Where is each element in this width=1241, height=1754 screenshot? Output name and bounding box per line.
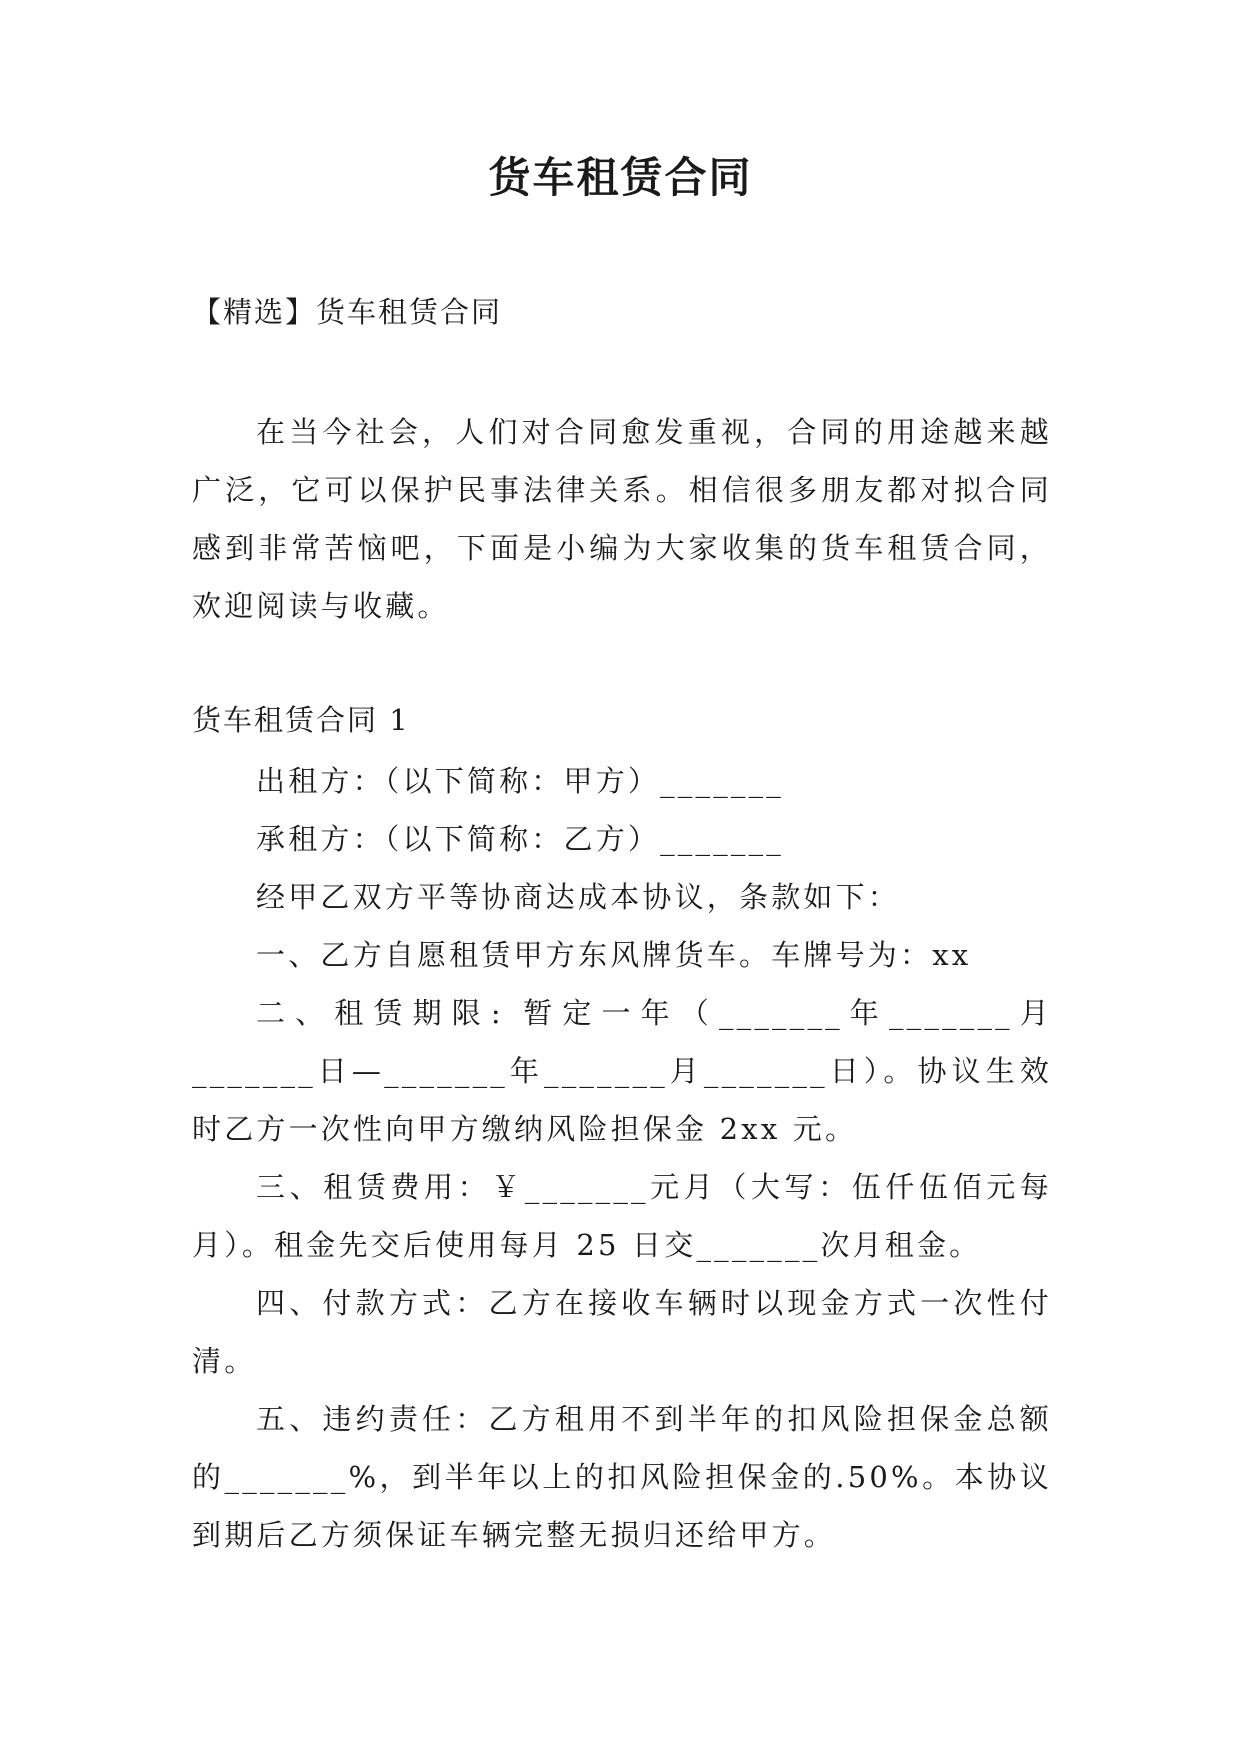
clause-liability: 五、违约责任：乙方租用不到半年的扣风险担保金总额的_______%，到半年以上的扣风险担保金的.50%。本协议到期后乙方须保证车辆完整无损归还给甲方。 (192, 1402, 1052, 1552)
clause-lessee: 承租方：（以下简称：乙方）_______ (256, 822, 785, 856)
section-heading: 货车租赁合同 1 (192, 703, 410, 737)
clause-lessor: 出租方：（以下简称：甲方）_______ (256, 764, 785, 798)
contract-clauses (192, 752, 1052, 1564)
clause-agreement: 经甲乙双方平等协商达成本协议，条款如下： (256, 880, 901, 914)
document-subtitle: 【精选】货车租赁合同 (192, 295, 503, 329)
clause-fee: 三、租赁费用：￥_______元月（大写：伍仟伍佰元每月）。租金先交后使用每月 25 日交_______次月租金。 (192, 1170, 1052, 1262)
clause-payment: 四、付款方式：乙方在接收车辆时以现金方式一次性付清。 (192, 1286, 1052, 1378)
intro-paragraph: 在当今社会，人们对合同愈发重视，合同的用途越来越广泛，它可以保护民事法律关系。相信很多朋友都对拟合同感到非常苦恼吧，下面是小编为大家收集的货车租赁合同，欢迎阅读与收藏。 (192, 415, 1052, 623)
clause-vehicle: 一、乙方自愿租赁甲方东风牌货车。车牌号为：xx (256, 938, 972, 972)
clause-term: 二、租赁期限: 暂定一年（_______年_______月_______日—_______年_______月_______日）。协议生效时乙方一次性向甲方缴纳风险担保金 2xx 元。 (192, 996, 1052, 1146)
document-title: 货车租赁合同 (488, 153, 753, 202)
